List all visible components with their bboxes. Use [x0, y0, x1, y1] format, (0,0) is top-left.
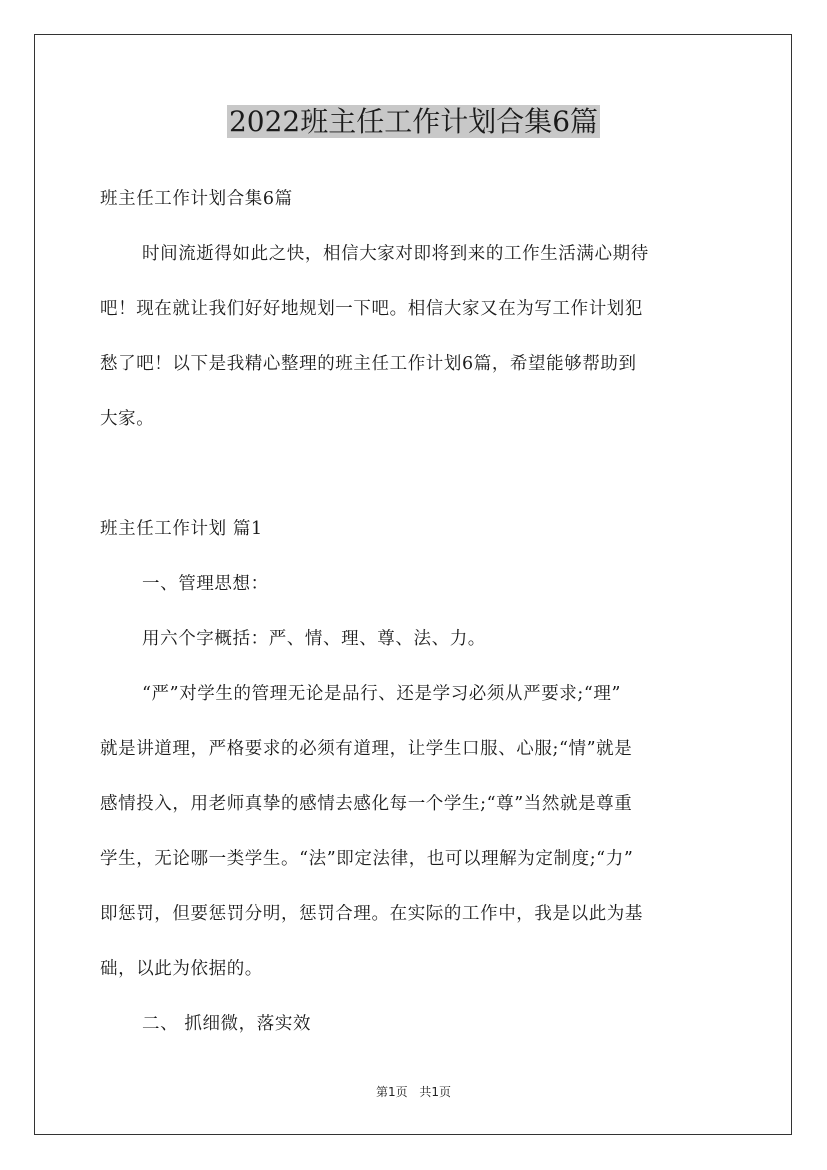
- page-total: 共1页: [419, 1085, 452, 1099]
- intro-line-3: 愁了吧！以下是我精心整理的班主任工作计划6篇，希望能够帮助到: [100, 354, 637, 374]
- document-subtitle: 班主任工作计划合集6篇: [100, 189, 293, 209]
- item1-detail-line-3: 感情投入，用老师真挚的感情去感化每一个学生;“尊”当然就是尊重: [100, 794, 633, 814]
- item1-detail-line-5: 即惩罚，但要惩罚分明，惩罚合理。在实际的工作中，我是以此为基: [100, 904, 643, 924]
- page-number: 第1页: [375, 1085, 408, 1099]
- item1-detail-line-2: 就是讲道理，严格要求的必须有道理，让学生口服、心服;“情”就是: [100, 739, 633, 759]
- document-body: [100, 172, 740, 1052]
- page-footer: [0, 1083, 827, 1100]
- item1-detail-line-1: “严”对学生的管理无论是品行、还是学习必须从严要求;“理”: [142, 684, 622, 704]
- item1-summary: 用六个字概括：严、情、理、尊、法、力。: [142, 629, 486, 649]
- item1-detail-line-4: 学生，无论哪一类学生。“法”即定法律，也可以理解为定制度;“力”: [100, 849, 634, 869]
- paragraph-gap: [100, 447, 740, 502]
- document-title: [0, 100, 827, 144]
- document-title-text: 2022班主任工作计划合集6篇: [228, 105, 599, 138]
- intro-line-1: 时间流逝得如此之快，相信大家对即将到来的工作生活满心期待: [142, 244, 649, 264]
- intro-line-2: 吧！现在就让我们好好地规划一下吧。相信大家又在为写工作计划犯: [100, 299, 643, 319]
- item1-heading: 一、管理思想：: [142, 574, 269, 594]
- item2-heading: 二、 抓细微，落实效: [142, 1014, 312, 1034]
- section-heading: 班主任工作计划 篇1: [100, 519, 263, 539]
- intro-line-4: 大家。: [100, 409, 155, 429]
- item1-detail-line-6: 础，以此为依据的。: [100, 959, 263, 979]
